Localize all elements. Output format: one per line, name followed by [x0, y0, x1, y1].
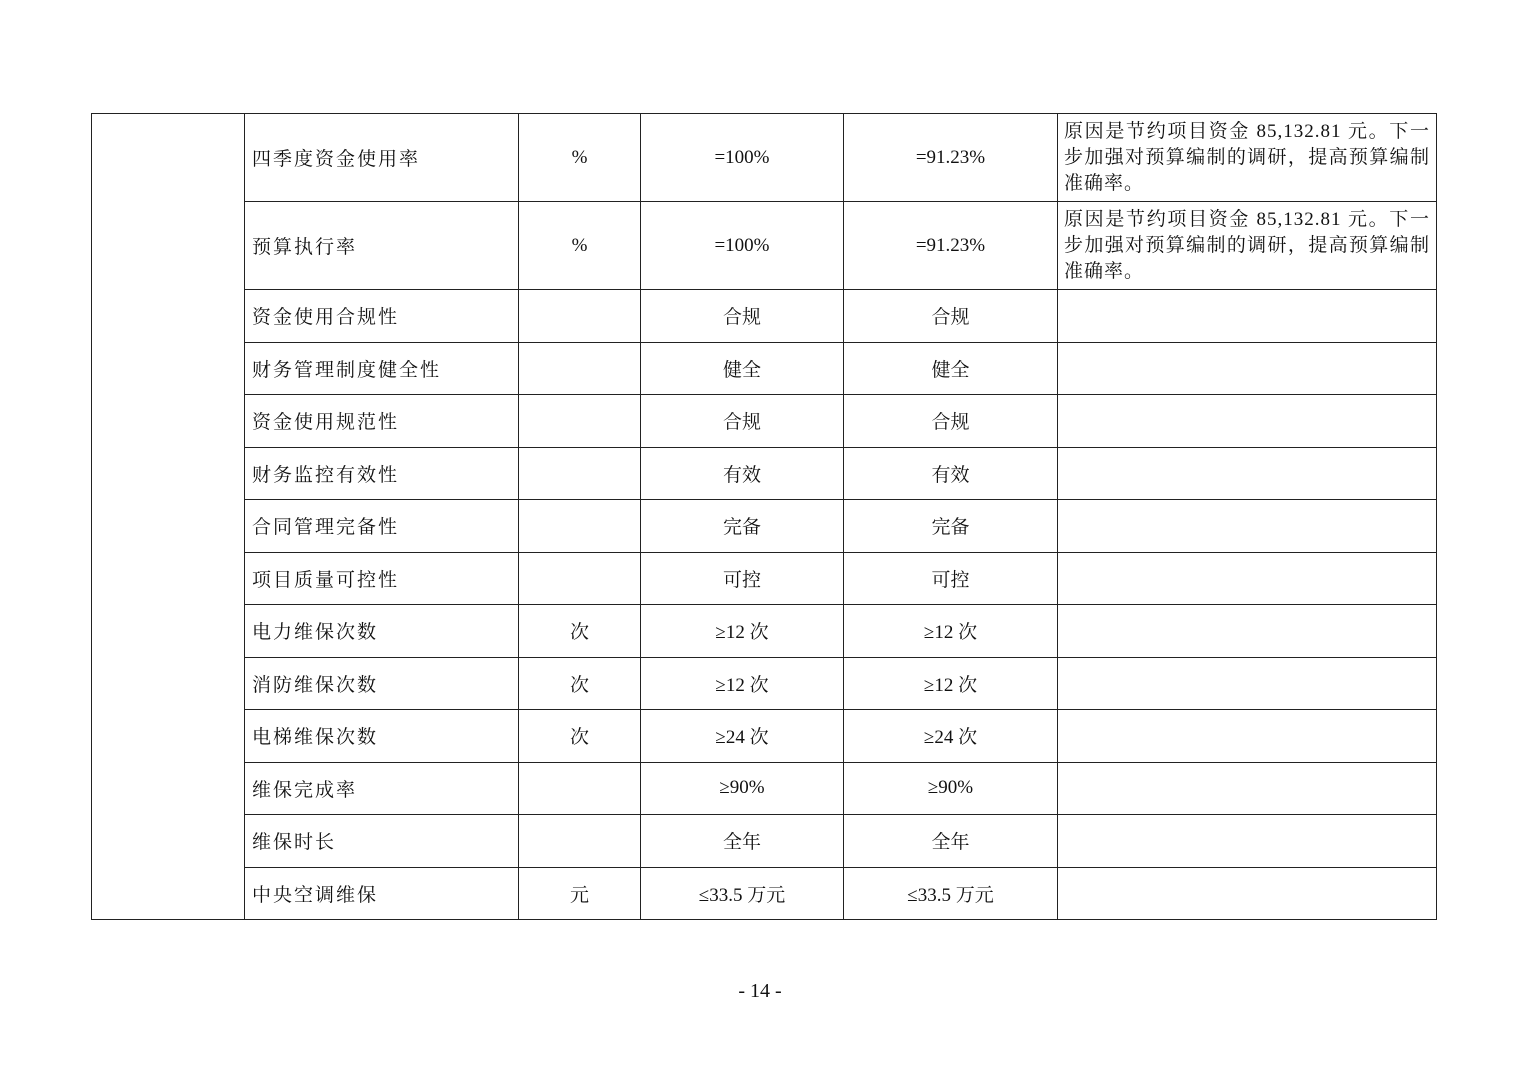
table-row [92, 552, 1437, 605]
indicator-name-cell: 电梯维保次数 [245, 710, 519, 763]
actual-value-cell: ≥12 次 [844, 605, 1058, 658]
actual-value-cell: =91.23% [844, 202, 1058, 290]
target-value-cell: 合规 [641, 395, 844, 448]
indicator-name-cell: 消防维保次数 [245, 657, 519, 710]
unit-cell: 次 [519, 605, 641, 658]
table-row [92, 202, 1437, 290]
table-row [92, 605, 1437, 658]
indicator-name-cell: 资金使用合规性 [245, 290, 519, 343]
actual-value-cell: 完备 [844, 500, 1058, 553]
target-value-cell: 完备 [641, 500, 844, 553]
unit-cell: 元 [519, 867, 641, 920]
indicator-name-cell: 项目质量可控性 [245, 552, 519, 605]
table-row [92, 710, 1437, 763]
unit-cell: % [519, 202, 641, 290]
deviation-note-cell [1058, 552, 1437, 605]
indicator-name-cell: 维保时长 [245, 815, 519, 868]
unit-cell [519, 290, 641, 343]
indicator-name-cell: 资金使用规范性 [245, 395, 519, 448]
indicator-name-cell: 中央空调维保 [245, 867, 519, 920]
target-value-cell: ≥90% [641, 762, 844, 815]
deviation-note-cell [1058, 290, 1437, 343]
unit-cell [519, 447, 641, 500]
actual-value-cell: 合规 [844, 290, 1058, 343]
target-value-cell: ≥12 次 [641, 657, 844, 710]
indicator-name-cell: 预算执行率 [245, 202, 519, 290]
deviation-note-cell [1058, 202, 1437, 290]
actual-value-cell: 健全 [844, 342, 1058, 395]
deviation-note-cell [1058, 710, 1437, 763]
actual-value-cell: ≤33.5 万元 [844, 867, 1058, 920]
deviation-note-text: 原因是节约项目资金 85,132.81 元。下一步加强对预算编制的调研，提高预算编制准确率。 [1064, 208, 1430, 282]
table-row [92, 657, 1437, 710]
unit-cell [519, 552, 641, 605]
target-value-cell: 合规 [641, 290, 844, 343]
actual-value-cell: =91.23% [844, 114, 1058, 202]
table-row [92, 762, 1437, 815]
unit-cell [519, 342, 641, 395]
deviation-note-cell [1058, 657, 1437, 710]
unit-cell [519, 500, 641, 553]
indicator-name-cell: 财务监控有效性 [245, 447, 519, 500]
actual-value-cell: ≥24 次 [844, 710, 1058, 763]
indicator-name-cell: 维保完成率 [245, 762, 519, 815]
table-row [92, 815, 1437, 868]
target-value-cell: ≥12 次 [641, 605, 844, 658]
unit-cell: 次 [519, 657, 641, 710]
unit-cell: % [519, 114, 641, 202]
unit-cell: 次 [519, 710, 641, 763]
actual-value-cell: 有效 [844, 447, 1058, 500]
deviation-note-cell [1058, 605, 1437, 658]
actual-value-cell: ≥90% [844, 762, 1058, 815]
deviation-note-cell [1058, 447, 1437, 500]
deviation-note-text: 原因是节约项目资金 85,132.81 元。下一步加强对预算编制的调研，提高预算编制准确率。 [1064, 120, 1430, 194]
indicator-name-cell: 合同管理完备性 [245, 500, 519, 553]
actual-value-cell: 全年 [844, 815, 1058, 868]
deviation-note-cell [1058, 762, 1437, 815]
deviation-note-cell [1058, 500, 1437, 553]
table-row [92, 500, 1437, 553]
table-row [92, 342, 1437, 395]
target-value-cell: ≥24 次 [641, 710, 844, 763]
unit-cell [519, 815, 641, 868]
target-value-cell: 健全 [641, 342, 844, 395]
actual-value-cell: 合规 [844, 395, 1058, 448]
actual-value-cell: 可控 [844, 552, 1058, 605]
target-value-cell: 有效 [641, 447, 844, 500]
unit-cell [519, 762, 641, 815]
target-value-cell: =100% [641, 202, 844, 290]
indicator-name-cell: 电力维保次数 [245, 605, 519, 658]
indicator-name-cell: 财务管理制度健全性 [245, 342, 519, 395]
indicator-name-cell: 四季度资金使用率 [245, 114, 519, 202]
unit-cell [519, 395, 641, 448]
merged-category-cell [92, 114, 245, 920]
table-row [92, 290, 1437, 343]
performance-indicator-table [91, 113, 1437, 920]
deviation-note-cell [1058, 867, 1437, 920]
page-number: - 14 - [738, 980, 782, 1002]
table-row [92, 395, 1437, 448]
target-value-cell: 全年 [641, 815, 844, 868]
deviation-note-cell [1058, 815, 1437, 868]
deviation-note-cell [1058, 342, 1437, 395]
target-value-cell: =100% [641, 114, 844, 202]
target-value-cell: ≤33.5 万元 [641, 867, 844, 920]
actual-value-cell: ≥12 次 [844, 657, 1058, 710]
target-value-cell: 可控 [641, 552, 844, 605]
deviation-note-cell [1058, 114, 1437, 202]
table-row [92, 114, 1437, 202]
table-row [92, 447, 1437, 500]
deviation-note-cell [1058, 395, 1437, 448]
table-row [92, 867, 1437, 920]
